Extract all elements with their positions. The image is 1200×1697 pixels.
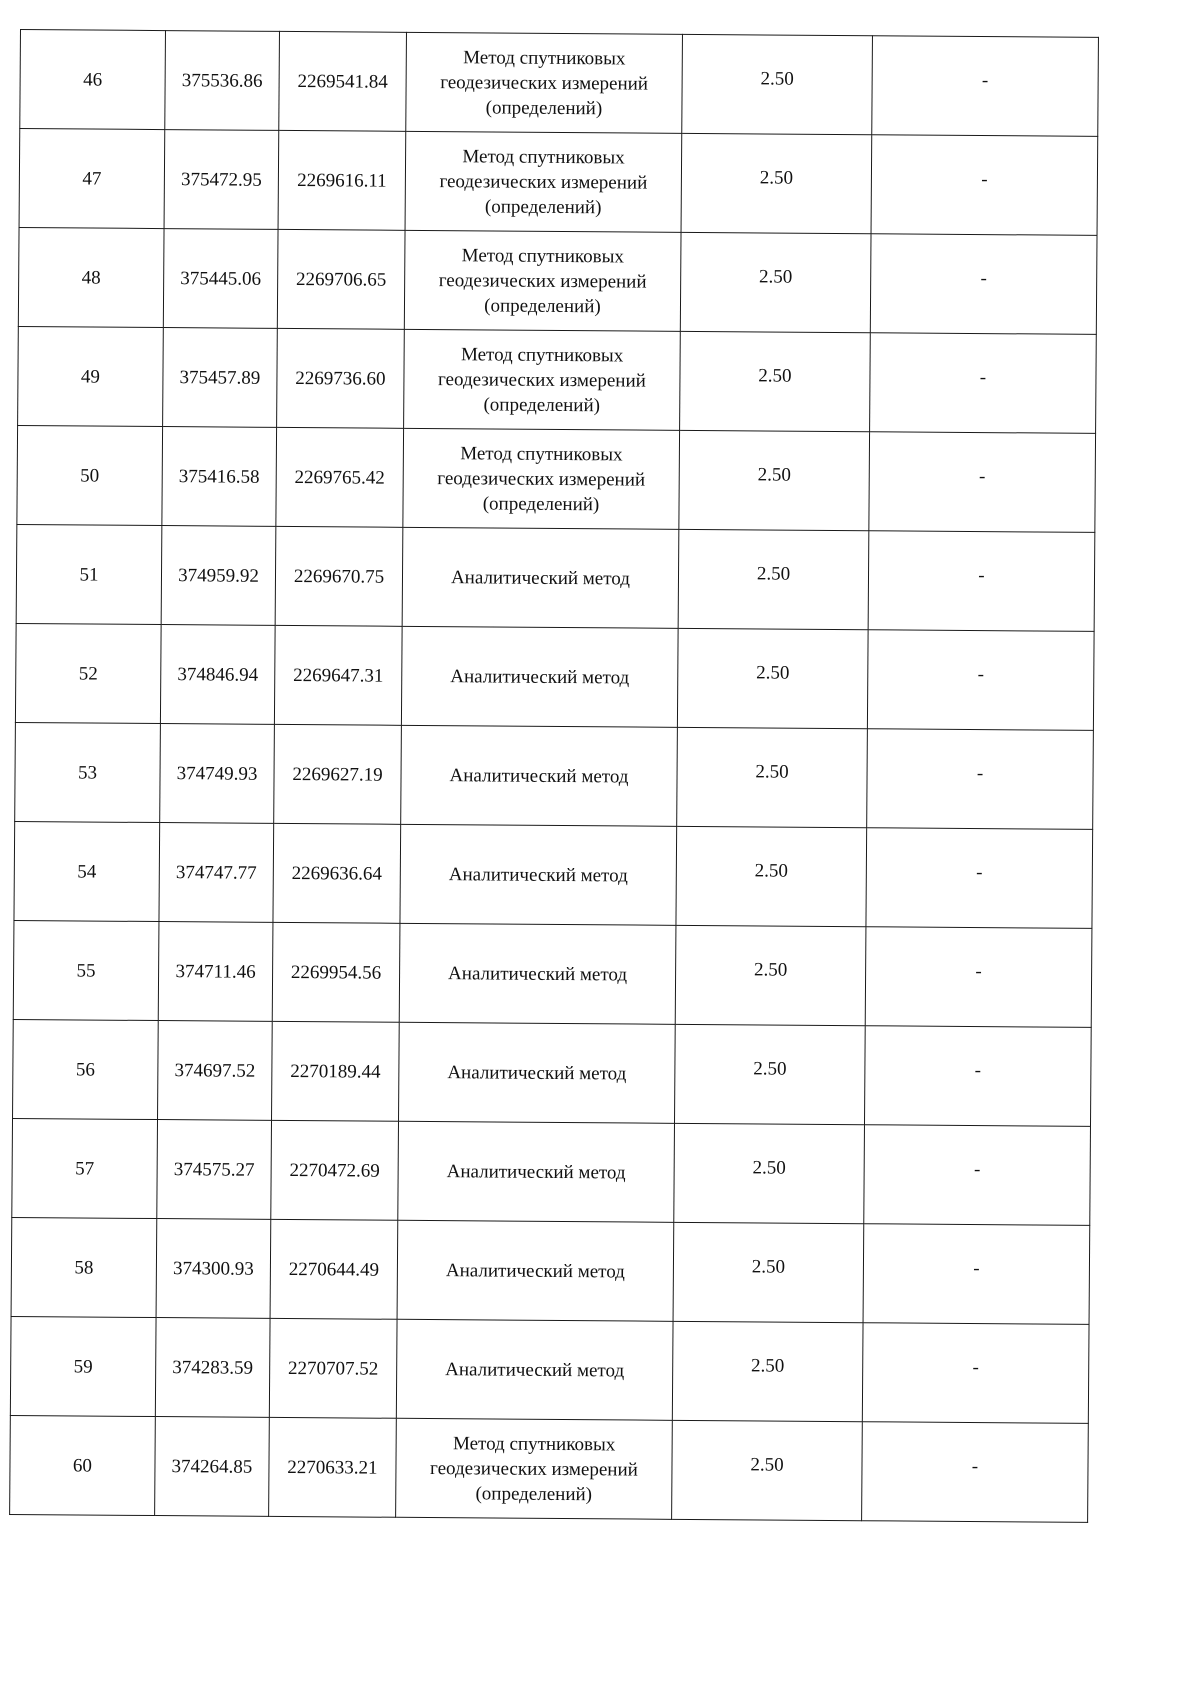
cell-point-number: 57 [12,1118,158,1218]
note-value: - [978,465,986,487]
note-value: - [972,1356,979,1378]
cell-x-coordinate: 374959.92 [161,526,276,626]
cell-x-coordinate: 375445.06 [163,229,278,329]
precision-value: 2.50 [758,364,792,387]
cell-note [867,630,1094,731]
cell-y-coordinate: 2269541.84 [279,31,407,131]
table-row [16,524,1095,631]
cell-x-coordinate: 374300.93 [156,1219,271,1319]
cell-x-coordinate: 375536.86 [165,31,280,131]
cell-note [872,36,1099,137]
cell-point-number: 60 [10,1415,156,1515]
cell-precision [677,727,868,827]
cell-y-coordinate: 2270189.44 [272,1021,400,1121]
cell-point-number: 48 [18,227,164,327]
method-text: Метод спутниковых геодезических измерений (определений) [438,244,647,317]
table-row [11,1217,1090,1324]
precision-value: 2.50 [755,760,789,783]
cell-note [866,828,1093,929]
cell-point-number: 58 [11,1217,157,1317]
method-text: Метод спутниковых геодезических измерений (определений) [439,145,648,218]
table-row [18,227,1097,334]
cell-x-coordinate: 374747.77 [159,823,274,923]
precision-value: 2.50 [759,166,794,189]
table-body [10,30,1099,1523]
cell-method [399,923,676,1024]
note-value: - [981,168,988,190]
table-row [20,30,1099,137]
cell-method [405,131,682,232]
cell-precision [679,430,870,530]
cell-y-coordinate: 2270472.69 [271,1120,399,1220]
method-text: Аналитический метод [445,1358,625,1381]
table-row [10,1415,1089,1522]
table-row [14,821,1093,928]
table-row [15,722,1094,829]
method-text: Аналитический метод [450,665,630,688]
cell-x-coordinate: 374846.94 [160,625,275,725]
cell-method [401,725,678,826]
cell-y-coordinate: 2269616.11 [278,130,406,230]
cell-note [867,729,1094,830]
cell-y-coordinate: 2269736.60 [277,328,405,428]
cell-x-coordinate: 374749.93 [160,724,275,824]
method-text: Аналитический метод [449,764,629,787]
cell-note [870,333,1097,434]
cell-x-coordinate: 374264.85 [155,1417,270,1517]
method-text: Аналитический метод [445,1259,625,1282]
cell-x-coordinate: 375457.89 [163,328,278,428]
note-value: - [973,1158,981,1180]
cell-method [397,1220,674,1321]
precision-value: 2.50 [751,1255,786,1278]
cell-point-number: 46 [20,30,166,130]
note-value: - [973,1257,980,1279]
cell-x-coordinate: 374283.59 [155,1318,270,1418]
cell-method [404,329,681,430]
cell-point-number: 59 [10,1316,156,1416]
cell-precision [673,1222,864,1322]
note-value: - [974,1059,982,1081]
cell-method [400,824,677,925]
table-row [13,1019,1092,1126]
precision-value: 2.50 [753,958,788,981]
cell-precision [682,34,873,134]
cell-method [401,626,678,727]
cell-y-coordinate: 2269765.42 [276,427,404,527]
cell-note [865,927,1092,1028]
table-row [10,1316,1089,1423]
cell-note [862,1422,1089,1523]
cell-note [864,1026,1091,1127]
cell-point-number: 53 [15,722,161,822]
cell-point-number: 49 [18,326,164,426]
precision-value: 2.50 [756,661,790,684]
precision-value: 2.50 [760,67,794,90]
cell-precision [672,1321,863,1421]
precision-value: 2.50 [756,562,791,585]
cell-y-coordinate: 2269636.64 [273,823,401,923]
cell-point-number: 54 [14,821,160,921]
cell-point-number: 50 [17,425,163,525]
cell-precision [678,529,869,629]
coordinates-table-wrapper [9,29,1098,1523]
precision-value: 2.50 [752,1156,786,1179]
cell-method [396,1319,673,1420]
cell-method [398,1121,675,1222]
cell-method [399,1022,676,1123]
method-text: Метод спутниковых геодезических измерений (определений) [437,442,646,515]
cell-y-coordinate: 2269627.19 [274,724,402,824]
cell-precision [674,1024,865,1124]
precision-value: 2.50 [751,1354,785,1377]
precision-value: 2.50 [757,463,791,486]
table-row [18,326,1097,433]
cell-precision [672,1420,863,1520]
cell-y-coordinate: 2270633.21 [269,1417,397,1517]
method-text: Аналитический метод [448,962,628,985]
precision-value: 2.50 [754,859,789,882]
note-value: - [979,366,987,388]
table-row [17,425,1096,532]
table-row [13,920,1092,1027]
cell-x-coordinate: 374575.27 [157,1120,272,1220]
method-text: Метод спутниковых геодезических измерений (определений) [429,1432,638,1505]
table-row [19,129,1098,236]
cell-method [403,428,680,529]
cell-note [870,234,1097,335]
note-value: - [977,663,985,685]
cell-x-coordinate: 375416.58 [162,427,277,527]
precision-value: 2.50 [750,1453,784,1476]
note-value: - [976,861,983,883]
table-row [15,623,1094,730]
table-row [12,1118,1091,1225]
cell-y-coordinate: 2270644.49 [270,1219,398,1319]
cell-y-coordinate: 2269706.65 [277,229,405,329]
cell-precision [674,1123,865,1223]
note-value: - [976,762,984,784]
cell-note [871,135,1098,236]
cell-point-number: 56 [13,1019,159,1119]
note-value: - [980,267,987,289]
precision-value: 2.50 [759,265,793,288]
cell-precision [676,826,867,926]
cell-note [868,531,1095,632]
cell-y-coordinate: 2270707.52 [269,1318,397,1418]
cell-precision [680,232,871,332]
cell-note [864,1125,1091,1226]
note-value: - [975,960,982,982]
note-value: - [971,1455,979,1477]
cell-point-number: 55 [13,920,159,1020]
cell-precision [675,925,866,1025]
cell-note [869,432,1096,533]
cell-x-coordinate: 374711.46 [158,922,273,1022]
cell-y-coordinate: 2269670.75 [275,526,403,626]
cell-method [396,1418,673,1519]
cell-method [406,32,683,133]
method-text: Аналитический метод [448,863,628,886]
cell-precision [680,331,871,431]
cell-y-coordinate: 2269954.56 [272,922,400,1022]
cell-point-number: 52 [15,623,161,723]
method-text: Аналитический метод [450,566,631,589]
note-value: - [978,564,985,586]
cell-point-number: 47 [19,129,165,229]
method-text: Метод спутниковых геодезических измерений (определений) [437,343,646,416]
cell-x-coordinate: 374697.52 [158,1021,273,1121]
cell-note [862,1323,1089,1424]
cell-note [863,1224,1090,1325]
cell-precision [681,133,872,233]
method-text: Аналитический метод [446,1160,626,1183]
method-text: Метод спутниковых геодезических измерений (определений) [440,46,649,119]
cell-precision [677,628,868,728]
cell-method [402,527,679,628]
method-text: Аналитический метод [447,1061,627,1084]
coordinates-table [9,29,1099,1523]
cell-x-coordinate: 375472.95 [164,130,279,230]
note-value: - [981,69,989,91]
precision-value: 2.50 [753,1057,787,1080]
cell-point-number: 51 [16,524,162,624]
cell-method [404,230,681,331]
cell-y-coordinate: 2269647.31 [274,625,402,725]
